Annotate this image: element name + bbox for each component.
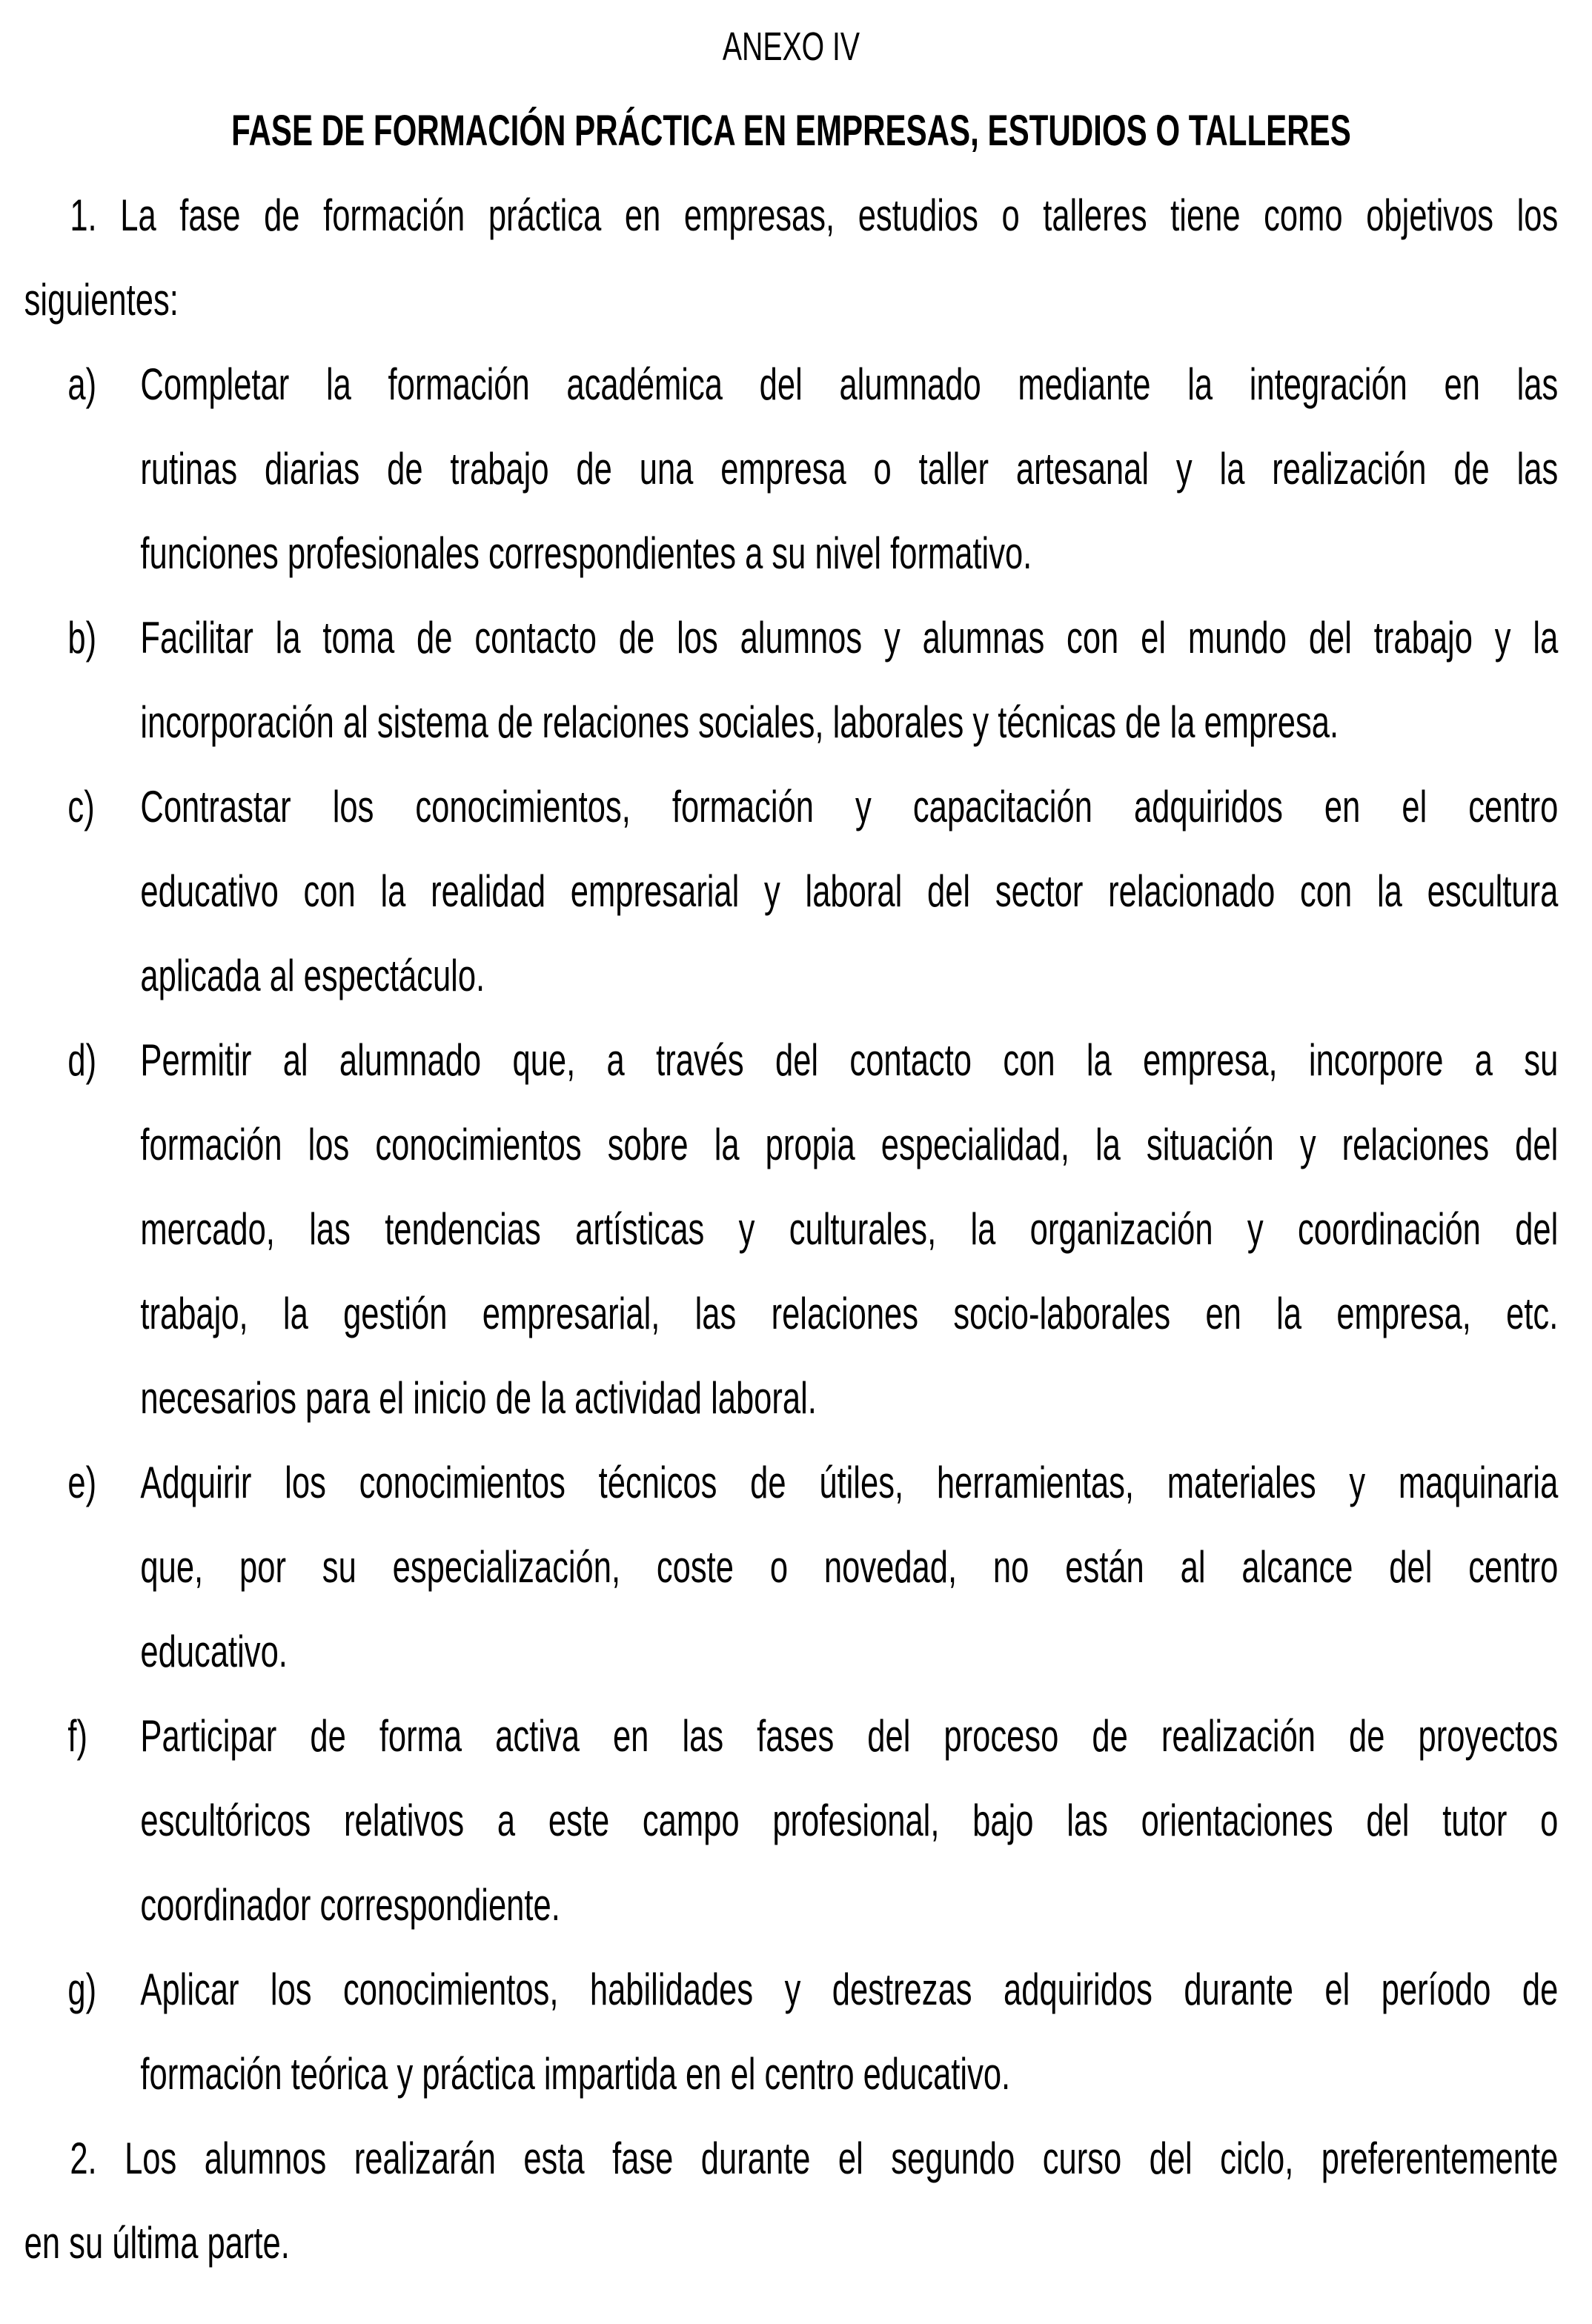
- text-line: trabajo, la gestión empresarial, las relaciones socio-laborales en la empresa, etc.: [140, 1289, 1559, 1338]
- item-letter: a): [67, 359, 97, 409]
- text-line: necesarios para el inicio de la actividad laboral.: [140, 1373, 817, 1423]
- text-line: mercado, las tendencias artísticas y culturales, la organización y coordinación del: [140, 1204, 1559, 1254]
- objective-item-g: [24, 1948, 1559, 2116]
- text-line: Adquirir los conocimientos técnicos de útiles, herramientas, materiales y maquinaria: [140, 1458, 1559, 1507]
- text-line: educativo.: [140, 1627, 288, 1676]
- text-line: incorporación al sistema de relaciones sociales, laborales y técnicas de la empresa.: [140, 697, 1339, 747]
- text-line: Completar la formación académica del alumnado mediante la integración en las: [140, 359, 1559, 409]
- objective-item-e: [24, 1441, 1559, 1694]
- text-line: Aplicar los conocimientos, habilidades y destrezas adquiridos durante el período de: [140, 1965, 1559, 2014]
- text-line: que, por su especialización, coste o novedad, no están al alcance del centro: [140, 1542, 1559, 1592]
- text-line: formación teórica y práctica impartida en el centro educativo.: [140, 2049, 1011, 2099]
- text-line: Permitir al alumnado que, a través del contacto con la empresa, incorpore a su: [140, 1035, 1559, 1085]
- item-letter: g): [67, 1965, 97, 2014]
- objectives-list: [24, 342, 1559, 2116]
- item-letter: d): [67, 1035, 97, 1085]
- text-line: Participar de forma activa en las fases del proceso de realización de proyectos: [140, 1711, 1559, 1761]
- text-line: formación los conocimientos sobre la propia especialidad, la situación y relaciones del: [140, 1120, 1559, 1169]
- item-letter: e): [67, 1458, 97, 1507]
- text-line: Facilitar la toma de contacto de los alumnos y alumnas con el mundo del trabajo y la: [140, 613, 1559, 663]
- closing-paragraph: [24, 2116, 1559, 2285]
- objective-item-a: [24, 342, 1559, 596]
- text-line: siguientes:: [24, 275, 179, 325]
- text-line: escultóricos relativos a este campo profesional, bajo las orientaciones del tutor o: [140, 1796, 1559, 1845]
- text-line: Contrastar los conocimientos, formación y capacitación adquiridos en el centro: [140, 782, 1559, 831]
- item-letter: b): [67, 613, 97, 663]
- document-title: FASE DE FORMACIÓN PRÁCTICA EN EMPRESAS, ESTUDIOS O TALLERES: [231, 107, 1351, 155]
- intro-paragraph: [24, 173, 1559, 342]
- text-line: rutinas diarias de trabajo de una empresa o taller artesanal y la realización de las: [140, 444, 1559, 494]
- text-line: funciones profesionales correspondientes a su nivel formativo.: [140, 528, 1032, 578]
- text-line: 2. Los alumnos realizarán esta fase durante el segundo curso del ciclo, preferentemente: [70, 2134, 1559, 2183]
- text-line: en su última parte.: [24, 2218, 290, 2268]
- text-line: educativo con la realidad empresarial y laboral del sector relacionado con la escultura: [140, 866, 1559, 916]
- objective-item-d: [24, 1018, 1559, 1441]
- objective-item-b: [24, 596, 1559, 765]
- objective-item-f: [24, 1694, 1559, 1948]
- item-letter: c): [67, 782, 95, 831]
- item-letter: f): [67, 1711, 88, 1761]
- text-line: aplicada al espectáculo.: [140, 951, 485, 1000]
- text-line: coordinador correspondiente.: [140, 1880, 560, 1930]
- text-line: 1. La fase de formación práctica en empresas, estudios o talleres tiene como objetivos los: [70, 190, 1559, 240]
- annex-heading: ANEXO IV: [722, 24, 860, 69]
- objective-item-c: [24, 765, 1559, 1018]
